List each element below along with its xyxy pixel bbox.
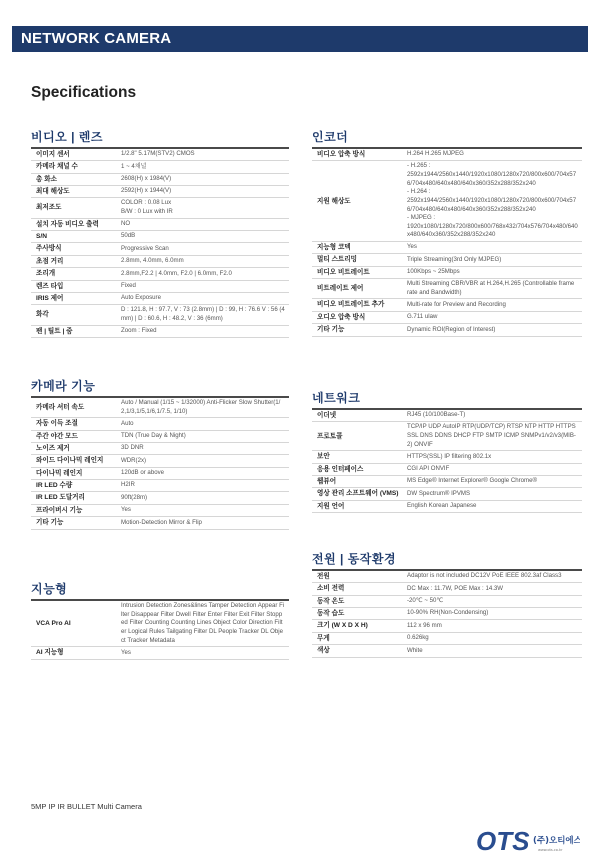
spec-table-encoder <box>312 147 582 337</box>
logo-url-text: www.ots.co.kr <box>538 848 563 852</box>
spec-label: 소비 전력 <box>317 585 345 593</box>
spec-label: 렌즈 타입 <box>36 282 64 290</box>
spec-row <box>312 645 582 657</box>
spec-row <box>31 517 289 529</box>
spec-value: -20℃ ~ 50℃ <box>407 597 444 605</box>
spec-label: 와이드 다이나믹 레인지 <box>36 457 104 465</box>
header-banner <box>12 26 588 52</box>
spec-value: White <box>407 646 423 654</box>
spec-row <box>31 218 289 230</box>
spec-label: 크기 (W X D X H) <box>317 622 368 630</box>
spec-label: 최저조도 <box>36 204 62 212</box>
section-title-power: 전원 | 동작환경 <box>312 552 397 566</box>
spec-table-power <box>312 569 582 658</box>
spec-label: 비디오 비트레이트 추가 <box>317 301 385 309</box>
spec-value: RJ45 (10/100Base-T) <box>407 411 466 419</box>
spec-value: Triple Streaming(3rd Only MJPEG) <box>407 255 502 263</box>
spec-label: AI 지능형 <box>36 649 64 657</box>
spec-label: 동작 온도 <box>317 597 345 605</box>
spec-label: 최대 해상도 <box>36 188 70 196</box>
spec-row <box>31 148 289 161</box>
spec-row <box>31 173 289 185</box>
spec-value: WDR(2x) <box>121 456 147 464</box>
spec-label: 지능형 코덱 <box>317 244 351 252</box>
spec-table-video-lens <box>31 147 289 338</box>
spec-row <box>312 299 582 311</box>
spec-value: 120dB or above <box>121 469 165 477</box>
section-title-intelligence: 지능형 <box>31 582 68 596</box>
spec-value: Multi Streaming CBR/VBR at H.264,H.265 (Controllable frame rate and Bandwidth) <box>407 280 575 296</box>
spec-label: 보안 <box>317 453 330 461</box>
section-title-network: 네트워크 <box>312 391 361 405</box>
spec-row <box>31 280 289 292</box>
spec-label: VCA Pro AI <box>36 619 71 627</box>
spec-label: 웹뷰어 <box>317 478 337 485</box>
footer-product-name: 5MP IP IR BULLET Multi Camera <box>31 802 142 811</box>
spec-label: IR LED 수량 <box>36 482 73 490</box>
spec-value: TDN (True Day & Night) <box>121 432 186 439</box>
spec-label: 주간 야간 모드 <box>36 432 78 440</box>
spec-label: 동작 습도 <box>317 610 345 618</box>
spec-value: Auto Exposure <box>121 294 161 302</box>
spec-label: 프라이버시 기능 <box>36 506 83 514</box>
spec-row <box>31 647 289 659</box>
spec-value: 1/2.8" 5.17M(STV2) CMOS <box>121 150 195 158</box>
spec-row <box>312 266 582 278</box>
spec-row <box>312 463 582 475</box>
spec-value: CGI API ONVIF <box>407 465 450 472</box>
spec-label: 무게 <box>317 634 330 642</box>
spec-label: 오디오 압축 방식 <box>317 313 366 321</box>
spec-label: 비트레이트 제어 <box>317 285 364 293</box>
spec-value: Multi-rate for Preview and Recording <box>407 300 506 308</box>
spec-row <box>31 268 289 280</box>
spec-row <box>312 488 582 500</box>
spec-value: 2592(H) x 1944(V) <box>121 187 172 195</box>
spec-value: NO <box>121 220 131 228</box>
spec-value: H.264 H.265 MJPEG <box>407 150 464 158</box>
spec-label: 총 화소 <box>36 175 57 183</box>
spec-value: G.711 ulaw <box>407 313 438 321</box>
spec-value: Fixed <box>121 281 136 289</box>
spec-label: 다이나믹 레인지 <box>36 469 83 477</box>
spec-value: 2608(H) x 1984(V) <box>121 175 172 183</box>
spec-row <box>312 632 582 644</box>
spec-row <box>31 504 289 516</box>
spec-row <box>312 620 582 632</box>
spec-value: English Korean Japanese <box>407 502 477 510</box>
spec-value: 2.8mm, 4.0mm, 6.0mm <box>121 257 184 265</box>
section-title-camera: 카메라 기능 <box>31 379 96 393</box>
spec-row <box>31 492 289 504</box>
spec-table-camera <box>31 396 289 530</box>
spec-row <box>312 451 582 463</box>
spec-value: D : 121.8, H : 97.7, V : 73 (2.8mm) | D : 99, H : 76.6 V : 56 (4mm) | D : 60.6, H : 48.2, V : 36 (6mm) <box>121 306 285 322</box>
spec-row <box>312 242 582 254</box>
spec-value: 112 x 96 mm <box>407 621 442 629</box>
spec-row <box>31 480 289 492</box>
spec-label: 조리개 <box>36 270 56 278</box>
spec-table-network <box>312 408 582 513</box>
spec-value: Dynamic ROI(Region of Interest) <box>407 325 496 333</box>
spec-label: 화각 <box>36 311 49 319</box>
spec-value: 10-90% RH(Non-Condensing) <box>407 609 489 617</box>
spec-row <box>31 455 289 467</box>
spec-row <box>31 325 289 337</box>
spec-label: 색상 <box>317 647 330 655</box>
spec-row <box>31 418 289 430</box>
spec-value: Auto <box>121 419 134 427</box>
spec-row <box>312 570 582 583</box>
spec-label: 비디오 비트레이트 <box>317 268 370 276</box>
page-title: Specifications <box>31 84 137 101</box>
ots-logo-graphic <box>476 826 580 856</box>
spec-label: 멀티 스트리밍 <box>317 256 358 264</box>
spec-row <box>312 595 582 607</box>
spec-row <box>312 409 582 422</box>
spec-label: 이미지 센서 <box>36 151 70 158</box>
spec-value: Progressive Scan <box>121 244 169 252</box>
spec-value: Yes <box>121 648 131 656</box>
spec-label: 이더넷 <box>317 412 337 419</box>
spec-row <box>31 161 289 173</box>
spec-value: Yes <box>121 506 131 514</box>
spec-value: Adaptor is not included DC12V PoE IEEE 802.3af Class3 <box>407 572 562 580</box>
spec-row <box>31 243 289 255</box>
spec-label: 지원 해상도 <box>317 197 351 205</box>
spec-label: 비디오 압축 방식 <box>317 151 366 158</box>
spec-row <box>31 255 289 267</box>
spec-value: Yes <box>407 243 417 251</box>
spec-row <box>312 422 582 451</box>
ots-logo <box>476 826 580 856</box>
spec-row <box>31 231 289 243</box>
spec-label: 초점 거리 <box>36 257 64 265</box>
spec-row <box>31 443 289 455</box>
section-title-encoder: 인코더 <box>312 130 349 144</box>
spec-label: IR LED 도달거리 <box>36 494 85 502</box>
spec-row <box>31 430 289 442</box>
spec-row <box>312 279 582 299</box>
spec-value: H2IR <box>121 481 135 489</box>
spec-value: Auto / Manual (1/15 ~ 1/32000) Anti-Flicker Slow Shutter(1/2,1/3,1/5,1/6,1/7.5, 1/10) <box>121 399 281 415</box>
spec-label: 전원 <box>317 573 330 580</box>
spec-value: 100Kbps ~ 25Mbps <box>407 268 460 276</box>
spec-label: 노이즈 제거 <box>36 445 70 452</box>
spec-value: HTTPS(SSL) IP filtering 802.1x <box>407 452 492 460</box>
spec-value: 2.8mm,F2.2 | 4.0mm, F2.0 | 6.0mm, F2.0 <box>121 269 232 277</box>
logo-brand-text: OTS <box>476 826 530 856</box>
spec-value: 3D DNR <box>121 444 144 452</box>
spec-label: 팬 | 틸트 | 줌 <box>36 327 73 335</box>
spec-value: 1 ~ 4채널 <box>121 162 147 170</box>
spec-row <box>31 397 289 418</box>
spec-label: S/N <box>36 233 47 241</box>
logo-korean-text: (주)오티에스 <box>533 836 580 846</box>
spec-label: 카메라 셔터 속도 <box>36 403 85 411</box>
spec-row <box>31 292 289 304</box>
spec-value: - H.265 : 2592x1944/2560x1440/1920x1080/1280x720/800x600/704x576/704x480/640x480/640x360/352x288/352x240 - H.264 : 2592x1944/2560x1440/1920x1080/1280x720/800x600/704x576/704x480/640x480/640x360/352x288/352x240 - MJPEG : 1920x1080/1280x720/800x600/768x432/704x576/704x480/640x480/640x360/352x288/352x240 <box>407 162 578 239</box>
spec-row <box>31 305 289 325</box>
spec-value: Intrusion Detection Zones&lines Tamper Detection Appear Filter Disappear Filter Dwell Filter Enter Filter Exit Filter Stopped Filter Counting Counting Lines Object Color Direction Filter Logical Rules Tailgating Filter DL People Tracker DL Object Tracker Metadata <box>121 602 285 644</box>
spec-value: 0.626kg <box>407 634 429 642</box>
spec-value: Zoom : Fixed <box>121 326 157 334</box>
spec-row <box>312 476 582 488</box>
spec-value: 50dB <box>121 232 136 240</box>
spec-value: Motion-Detection Mirror & Flip <box>121 518 202 526</box>
spec-row <box>312 583 582 595</box>
spec-label: 기타 기능 <box>36 519 64 527</box>
spec-label: 응용 인터페이스 <box>317 465 364 473</box>
spec-row <box>312 148 582 161</box>
spec-row <box>31 198 289 218</box>
spec-value: DC Max : 11.7W, POE Max : 14.3W <box>407 584 504 592</box>
spec-label: 영상 관리 소프트웨어 (VMS) <box>317 490 399 498</box>
spec-table-intelligence <box>31 599 289 660</box>
spec-row <box>312 254 582 266</box>
spec-row <box>31 186 289 198</box>
spec-label: 카메라 채널 수 <box>36 163 78 171</box>
spec-row <box>312 324 582 336</box>
spec-label: 주사방식 <box>36 245 62 253</box>
spec-label: 자동 이득 조절 <box>36 420 78 428</box>
spec-row <box>312 608 582 620</box>
spec-value: COLOR : 0.08 Lux B/W : 0 Lux with IR <box>121 199 173 216</box>
spec-value: TCP/IP UDP AutoIP RTP(UDP/TCP) RTSP NTP HTTP HTTPS SSL DNS DDNS DHCP FTP SMTP ICMP SNMPv1/v2/v3(MIB-2) ONVIF <box>407 423 576 448</box>
spec-row <box>31 467 289 479</box>
spec-label: 기타 기능 <box>317 326 345 334</box>
spec-row <box>31 600 289 647</box>
spec-value: DW Spectrum® IPVMS <box>407 489 471 497</box>
spec-value: MS Edge® Internet Explorer® Google Chrome® <box>407 477 537 485</box>
spec-label: IRIS 제어 <box>36 294 64 302</box>
spec-label: 설치 자동 비디오 출력 <box>36 220 99 228</box>
section-title-video-lens: 비디오 | 렌즈 <box>31 130 103 144</box>
header-title: NETWORK CAMERA <box>21 30 172 47</box>
spec-value: 90ft(28m) <box>121 493 148 501</box>
spec-row <box>312 500 582 512</box>
spec-label: 지원 언어 <box>317 502 345 510</box>
spec-row <box>312 161 582 242</box>
spec-row <box>312 311 582 323</box>
spec-label: 프로토콜 <box>317 432 343 440</box>
